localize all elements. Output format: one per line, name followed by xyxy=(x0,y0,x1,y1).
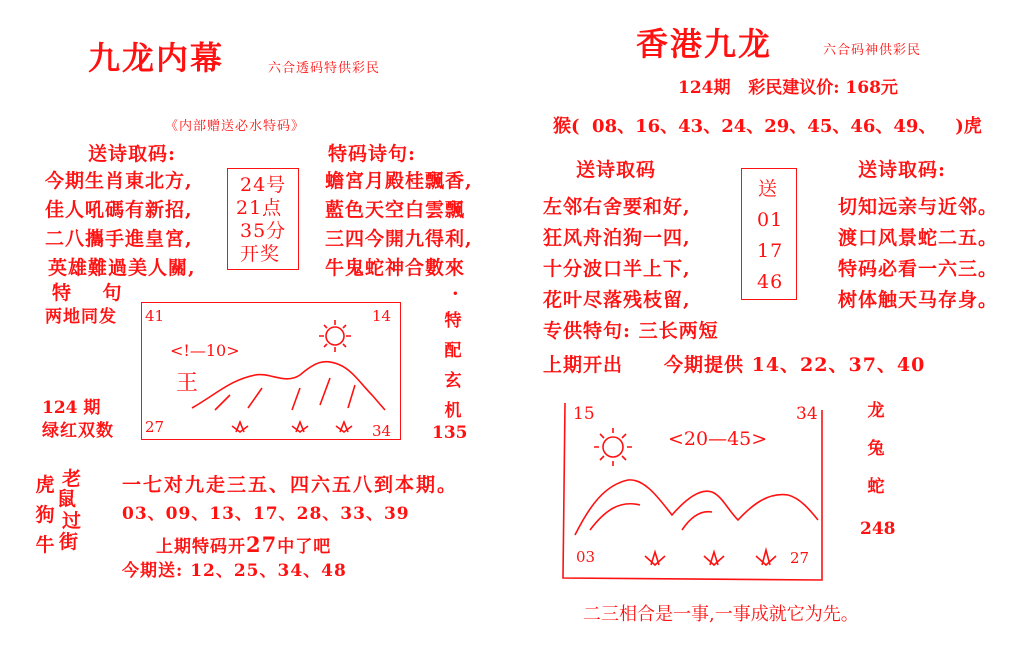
right-poem-a-line: 花叶尽落残枝留, xyxy=(543,289,691,311)
left-box-line: 21点 xyxy=(236,197,283,219)
grass-mark xyxy=(704,552,724,565)
left-side-num: 135 xyxy=(432,423,468,443)
right-box-line: 01 xyxy=(757,209,784,231)
right-poem-a-line: 左邻右舍要和好, xyxy=(543,196,691,218)
left-sketch-bl: 27 xyxy=(145,418,165,436)
left-te-ju: 特 句 xyxy=(52,282,123,304)
right-sketch-range: <20—45> xyxy=(668,428,768,450)
left-special-line: 牛鬼蛇神合數來 xyxy=(325,257,466,279)
zodiac-shu: 鼠 xyxy=(57,488,78,510)
left-special-line: 藍色天空白雲飄 xyxy=(325,199,466,221)
right-box-line: 46 xyxy=(757,271,784,293)
right-side-num: 248 xyxy=(860,519,896,539)
right-poem-b-line: 切知远亲与近邻。 xyxy=(838,196,999,218)
zodiac-column-a: 虎 狗 牛 xyxy=(35,474,55,556)
right-box-line: 送 xyxy=(758,178,779,200)
grass-mark xyxy=(645,552,665,565)
right-title: 香港九龙 xyxy=(636,25,773,63)
mountain-ridge xyxy=(575,480,818,535)
left-special-line: 蟾宮月殿桂飄香, xyxy=(325,170,473,192)
grass-mark xyxy=(756,550,776,565)
right-sketch-bl: 03 xyxy=(576,548,596,566)
right-last-period: 上期开出 xyxy=(543,354,624,376)
left-sketch-tr: 14 xyxy=(372,307,392,325)
left-line3: 上期特码开27中了吧 xyxy=(156,532,332,557)
left-line2: 03、09、13、17、28、33、39 xyxy=(122,504,410,524)
right-poem-b-line: 特码必看一六三。 xyxy=(838,258,999,280)
right-sketch-br: 27 xyxy=(790,549,810,567)
left-title: 九龙内幕 xyxy=(88,39,225,77)
right-poem-a-line: 狂风舟泊狗一四, xyxy=(543,227,691,249)
zodiac-guo: 过 xyxy=(62,510,83,532)
zodiac-lao: 老 xyxy=(62,468,83,490)
left-box-line: 24号 xyxy=(240,174,287,196)
sun-icon xyxy=(603,437,623,457)
right-box-line: 17 xyxy=(757,240,784,262)
left-box-line: 开奖 xyxy=(240,243,281,265)
right-special-label: 专供特句: 三长两短 xyxy=(543,320,719,342)
right-side-vertical: 龙 兔 蛇 xyxy=(867,401,885,497)
right-poem-heading-a: 送诗取码 xyxy=(576,159,657,181)
left-side-vertical: 特 配 玄 机 xyxy=(444,311,462,421)
zodiac-jie: 街 xyxy=(59,531,80,553)
right-footer: 二三相合是一事,一事成就它为先。 xyxy=(583,604,859,625)
right-title-note: 六合码神供彩民 xyxy=(823,43,922,58)
left-title-note: 六合透码特供彩民 xyxy=(268,61,381,76)
left-period-label: 124 期 xyxy=(42,398,101,418)
left-sketch-tl: 41 xyxy=(145,307,165,325)
right-sketch-tr: 34 xyxy=(796,404,818,424)
left-poem-line: 二八攜手進皇宮, xyxy=(45,228,193,250)
left-special-heading: 特码诗句: xyxy=(328,143,417,165)
left-sketch-range: <!—10> xyxy=(170,341,240,360)
left-sketch-char: 王 xyxy=(176,371,199,396)
left-sketch-br: 34 xyxy=(372,422,392,440)
left-poem-line: 佳人吼碼有新招, xyxy=(45,199,193,221)
left-side-dot: · xyxy=(452,283,460,305)
right-poem-b-line: 渡口风景蛇二五。 xyxy=(838,227,999,249)
left-liang-di: 两地同发 xyxy=(45,307,117,327)
right-poem-heading-b: 送诗取码: xyxy=(858,159,947,181)
left-subtitle: 《内部赠送必水特码》 xyxy=(165,119,306,134)
right-monkey-line: 猴( 08、16、43、24、29、45、46、49、 )虎 xyxy=(553,116,982,137)
left-poem-line: 英雄難過美人關, xyxy=(48,257,196,279)
left-color-label: 绿红双数 xyxy=(42,421,114,441)
right-sketch-tl: 15 xyxy=(573,404,595,424)
left-poem-heading: 送诗取码: xyxy=(88,143,177,165)
left-box-line: 35分 xyxy=(240,220,287,242)
left-line4: 今期送: 12、25、34、48 xyxy=(122,561,347,581)
right-poem-a-line: 十分波口半上下, xyxy=(543,258,691,280)
right-this-period: 今期提供 14、22、37、40 xyxy=(664,354,926,376)
right-period-line: 124期 彩民建议价: 168元 xyxy=(678,78,898,98)
right-poem-b-line: 树体触天马存身。 xyxy=(838,289,999,311)
left-line1: 一七对九走三五、四六五八到本期。 xyxy=(122,474,459,496)
left-special-line: 三四今開九得利, xyxy=(325,228,473,250)
left-poem-line: 今期生肖東北方, xyxy=(45,170,193,192)
